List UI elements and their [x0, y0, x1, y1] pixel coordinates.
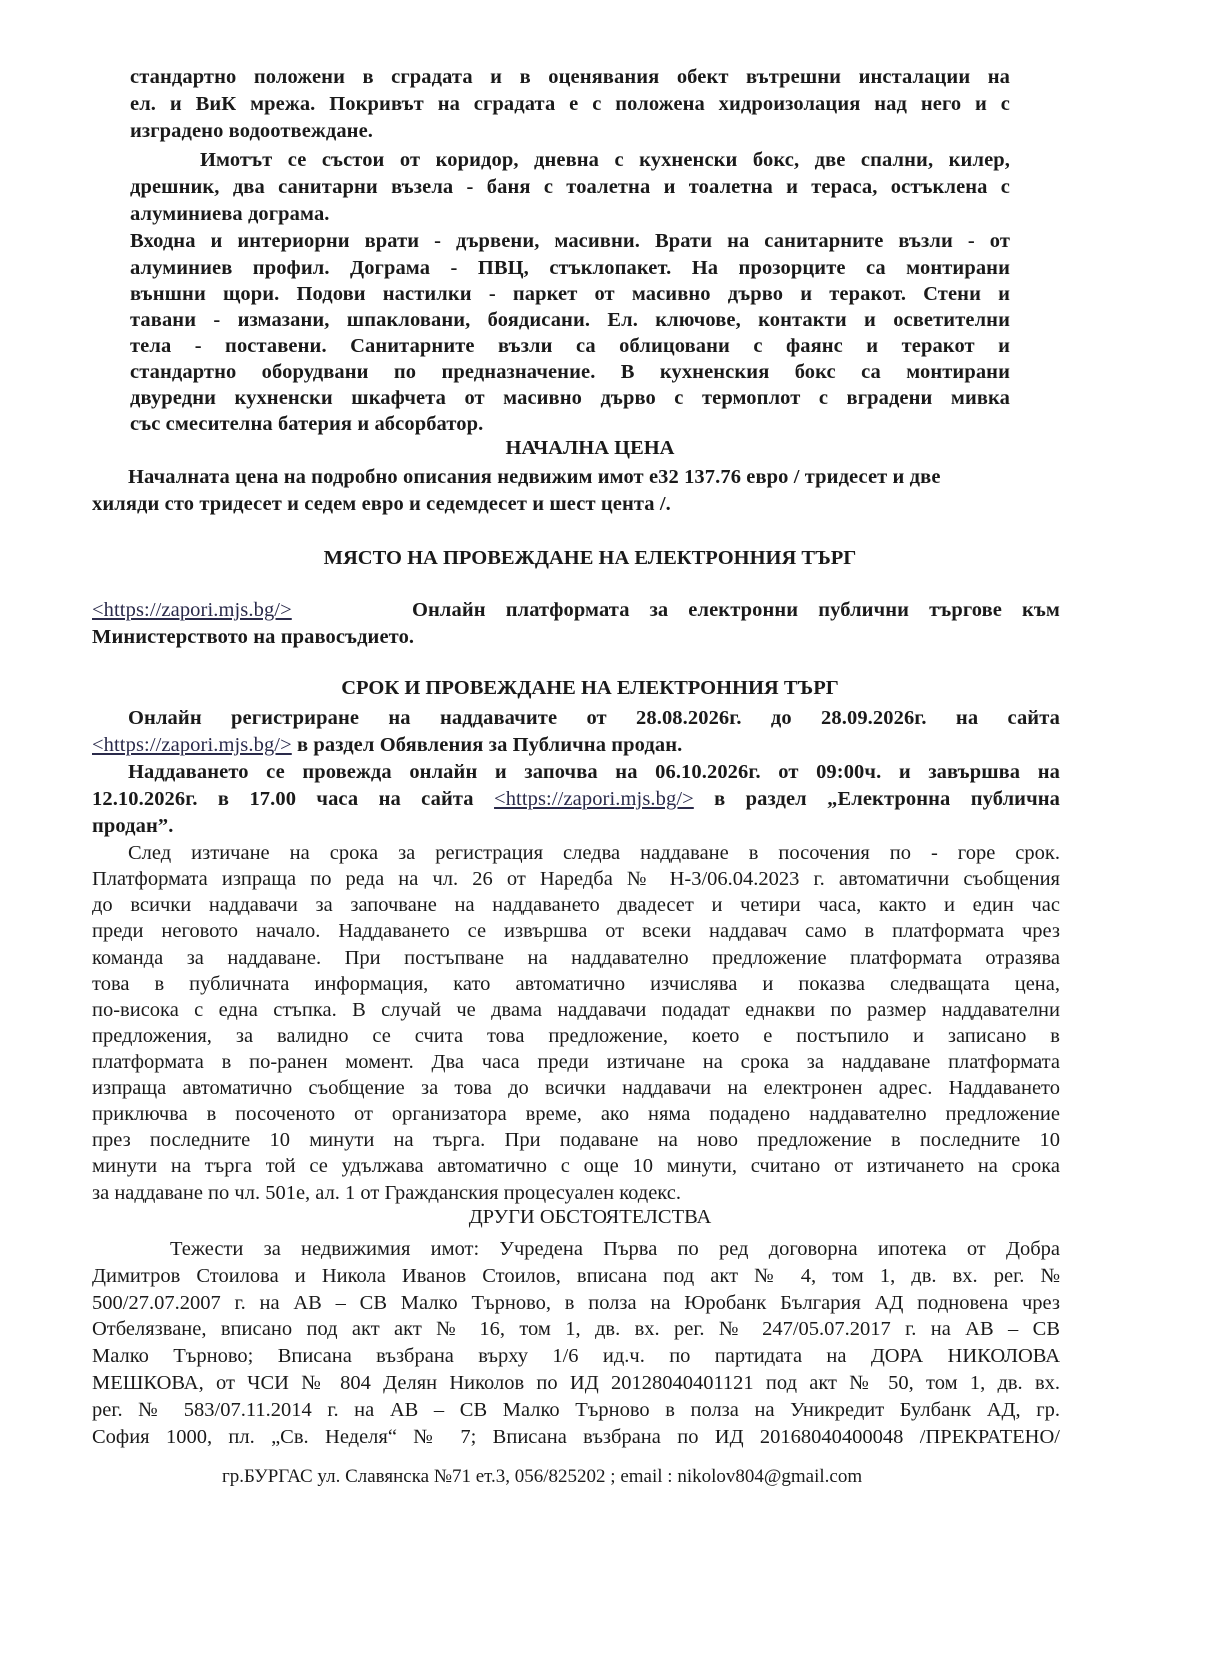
- intro-line-2: ел. и ВиК мрежа. Покривът на сградата е с положена хидроизолация над него и с: [130, 93, 1010, 115]
- price-line-1: Началната цена на подробно описания недвижим имот е32 137.76 евро / тридесет и две: [128, 466, 941, 488]
- finishes-line-4: тавани - измазани, шпакловани, боядисани. Ел. ключове, контакти и осветителни: [130, 309, 1010, 331]
- finishes-line-3: външни щори. Подови настилки - паркет от масивно дърво и теракот. Стени и: [130, 283, 1010, 305]
- other-line-2: Димитров Стоилова и Никола Иванов Стоилов, вписана под акт № 4, том 1, дв. вх. рег. №: [92, 1265, 1060, 1287]
- other-line-7: рег. № 583/07.11.2014 г. на АВ – СВ Малко Търново в полза на Уникредит Булбанк АД, гр.: [92, 1399, 1060, 1421]
- rules-line-6: това в публичната информация, като автоматично изчислява и показва следващата цена,: [92, 973, 1060, 995]
- price-line-2: хиляди сто тридесет и седем евро и седемдесет и шест цента /.: [92, 493, 671, 515]
- price-heading: НАЧАЛНА ЦЕНА: [505, 437, 675, 459]
- venue-line-2: Министерството на правосъдието.: [92, 626, 415, 648]
- finishes-line-7: двуредни кухненски шкафчета от масивно дърво с термоплот с вградени мивка: [130, 387, 1010, 409]
- finishes-line-2: алуминиев профил. Дограма - ПВЦ, стъклопакет. На прозорците са монтирани: [130, 257, 1010, 279]
- registration-line-2-text: в раздел Обявления за Публична продан.: [297, 734, 683, 756]
- venue-heading: МЯСТО НА ПРОВЕЖДАНЕ НА ЕЛЕКТРОННИЯ ТЪРГ: [323, 547, 857, 569]
- other-line-5: Малко Търново; Вписана възбрана върху 1/6 ид.ч. по партидата на ДОРА НИКОЛОВА: [92, 1345, 1060, 1367]
- bidding-line-1: Наддаването се провежда онлайн и започва на 06.10.2026г. от 09:00ч. и завършва на: [128, 761, 1060, 783]
- venue-line-1-text: Онлайн платформата за електронни публични търгове към: [411, 599, 1060, 621]
- bidding-line-2-a: 12.10.2026г. в 17.00 часа на сайта: [92, 788, 474, 810]
- registration-line-1: Онлайн регистриране на наддавачите от 28.08.2026г. до 28.09.2026г. на сайта: [128, 707, 1060, 729]
- other-line-4: Отбелязване, вписано под акт акт № 16, том 1, дв. вх. рег. № 247/05.07.2017 г. на АВ – СВ: [92, 1318, 1060, 1340]
- bidding-line-2-b: в раздел „Електронна публична: [714, 788, 1061, 810]
- rules-line-1: След изтичане на срока за регистрация следва наддаване в посочения по - горе срок.: [128, 842, 1060, 864]
- other-heading: ДРУГИ ОБСТОЯТЕЛСТВА: [468, 1206, 712, 1228]
- venue-line-1: [92, 597, 1060, 624]
- intro-line-1: стандартно положени в сградата и в оценявания обект вътрешни инсталации на: [130, 66, 1010, 88]
- rules-line-2: Платформата изпраща по реда на чл. 26 от Наредба № Н-3/06.04.2023 г. автоматични съобщения: [92, 868, 1060, 890]
- registration-line-2: [92, 732, 682, 759]
- registration-link[interactable]: <https://zapori.mjs.bg/>: [92, 734, 292, 756]
- rules-line-9: платформата в по-ранен момент. Два часа преди изтичане на срока за наддаване платформата: [92, 1051, 1060, 1073]
- rules-line-12: през последните 10 минути на търга. При подаване на ново предложение в последните 10: [92, 1129, 1060, 1151]
- composition-line-2: дрешник, два санитарни възела - баня с тоалетна и тоалетна и тераса, остъклена с: [130, 176, 1010, 198]
- rules-line-14: за наддаване по чл. 501е, ал. 1 от Гражданския процесуален кодекс.: [92, 1182, 681, 1204]
- finishes-line-6: стандартно оборудвани по предназначение. В кухненския бокс са монтирани: [130, 361, 1010, 383]
- rules-line-7: по-висока с една стъпка. В случай че двама наддавачи подадат еднакви по размер наддавателни: [92, 999, 1060, 1021]
- footer-contact: гр.БУРГАС ул. Славянска №71 ет.3, 056/825202 ; email : nikolov804@gmail.com: [222, 1466, 863, 1487]
- bidding-line-2: [92, 786, 1060, 813]
- finishes-line-1: Входна и интериорни врати - дървени, масивни. Врати на санитарните възли - от: [130, 230, 1010, 252]
- other-line-1: Тежести за недвижимия имот: Учредена Първа по ред договорна ипотека от Добра: [170, 1238, 1060, 1260]
- rules-line-11: приключва в посоченото от организатора време, ако няма подадено наддавателно предложение: [92, 1103, 1060, 1125]
- intro-line-3: изградено водоотвеждане.: [130, 120, 374, 142]
- rules-line-10: изпраща автоматично съобщение за това до всички наддавачи на електронен адрес. Наддаването: [92, 1077, 1060, 1099]
- other-line-3: 500/27.07.2007 г. на АВ – СВ Малко Търново, в полза на Юробанк България АД подновена чрез: [92, 1292, 1060, 1314]
- term-heading: СРОК И ПРОВЕЖДАНЕ НА ЕЛЕКТРОННИЯ ТЪРГ: [341, 677, 839, 699]
- rules-line-5: команда за наддаване. При постъпване на наддавателно предложение платформата отразява: [92, 947, 1060, 969]
- composition-line-3: алуминиева дограма.: [130, 203, 330, 225]
- composition-line-1: Имотът се състои от коридор, дневна с кухненски бокс, две спални, килер,: [200, 149, 1010, 171]
- rules-line-8: предложения, за валидно се счита това предложение, което е постъпило и записано в: [92, 1025, 1060, 1047]
- bidding-link[interactable]: <https://zapori.mjs.bg/>: [494, 788, 694, 810]
- rules-line-4: преди неговото начало. Наддаването се извършва от всеки наддавач само в платформата чрез: [92, 920, 1060, 942]
- rules-line-13: минути на търга той се удължава автоматично с още 10 минути, считано от изтичането на срока: [92, 1155, 1060, 1177]
- other-line-6: МЕШКОВА, от ЧСИ № 804 Делян Николов по ИД 20128040401121 под акт № 50, том 1, дв. вх.: [92, 1372, 1060, 1394]
- finishes-line-5: тела - поставени. Санитарните възли са облицовани с фаянс и теракот и: [130, 335, 1010, 357]
- other-line-8: София 1000, пл. „Св. Неделя“ № 7; Вписана възбрана по ИД 20168040400048 /ПРЕКРАТЕНО/: [92, 1426, 1060, 1448]
- finishes-line-8: със смесителна батерия и абсорбатор.: [130, 413, 484, 435]
- bidding-line-3: продан”.: [92, 815, 174, 837]
- rules-line-3: до всички наддавачи за започване на наддаването двадесет и четири часа, както и един час: [92, 894, 1060, 916]
- venue-link[interactable]: <https://zapori.mjs.bg/>: [92, 599, 292, 621]
